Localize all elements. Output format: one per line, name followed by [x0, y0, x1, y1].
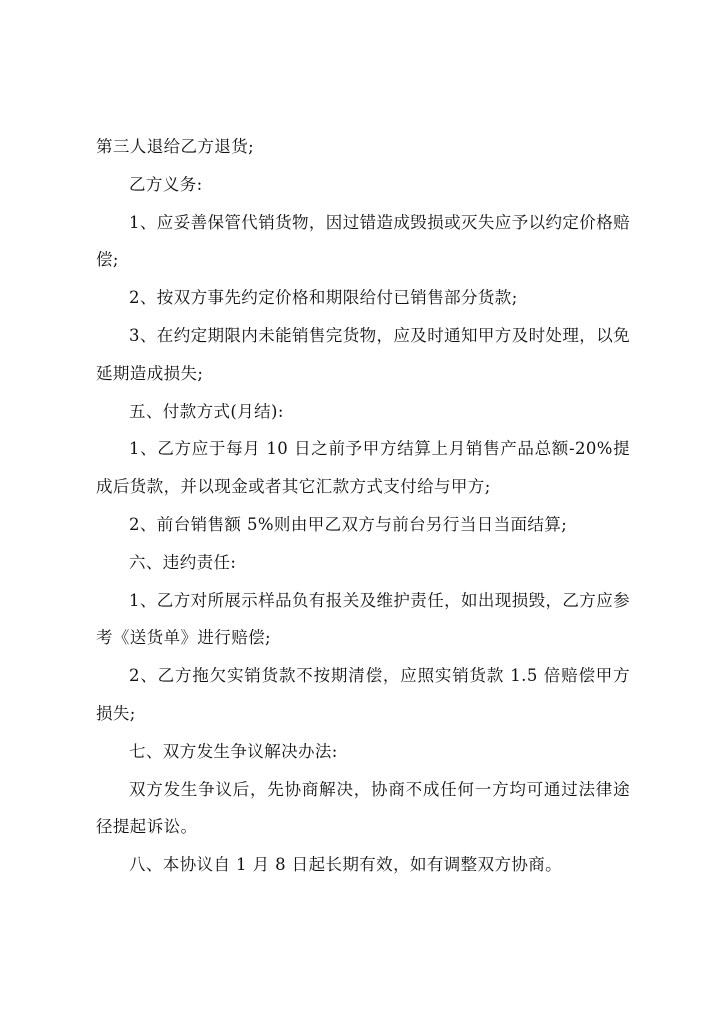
- paragraph: 2、前台销售额 5%则由甲乙双方与前台另行当日当面结算;: [129, 514, 568, 534]
- paragraph: 2、乙方拖欠实销货款不按期清偿，应照实销货款 1.5 倍赔偿甲方损失;: [96, 666, 630, 723]
- paragraph: 2、按双方事先约定价格和期限给付已销售部分货款;: [129, 288, 518, 308]
- section-heading: 八、本协议自 1 月 8 日起长期有效，如有调整双方协商。: [129, 855, 563, 875]
- section-heading: 六、违约责任:: [129, 552, 237, 572]
- paragraph: 双方发生争议后，先协商解决，协商不成任何一方均可通过法律途径提起诉讼。: [96, 779, 630, 837]
- paragraph: 1、乙方应于每月 10 日之前予甲方结算上月销售产品总额-20%提成后货款，并以现金或者其它汇款方式支付给与甲方;: [96, 439, 630, 497]
- section-heading: 五、付款方式(月结):: [129, 401, 284, 421]
- section-heading: 七、双方发生争议解决办法:: [129, 741, 338, 761]
- document-body: [96, 128, 630, 884]
- paragraph: 1、乙方对所展示样品负有报关及维护责任，如出现损毁，乙方应参考《送货单》进行赔偿;: [96, 590, 630, 648]
- paragraph: 3、在约定期限内未能销售完货物，应及时通知甲方及时处理，以免延期造成损失;: [96, 325, 630, 383]
- paragraph: 第三人退给乙方退货;: [96, 137, 255, 156]
- paragraph: 1、应妥善保管代销货物，因过错造成毁损或灭失应予以约定价格赔偿;: [96, 212, 630, 270]
- section-heading: 乙方义务:: [129, 174, 203, 194]
